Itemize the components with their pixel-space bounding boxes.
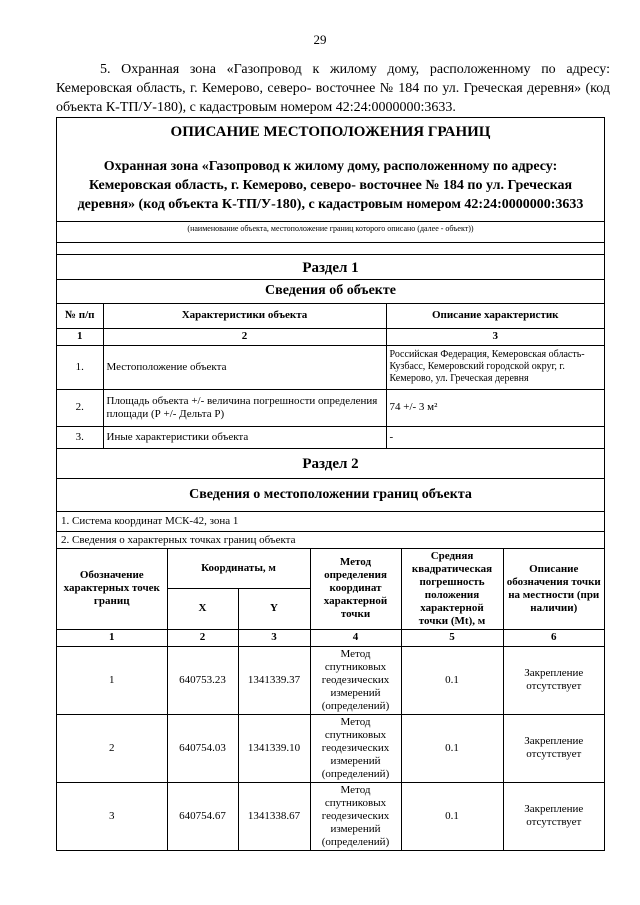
point-id: 3	[57, 782, 167, 850]
method-cell: Метод спутниковых геодезических измерений (определений)	[310, 714, 401, 782]
y-header: Y	[238, 589, 310, 629]
point-id: 1	[57, 646, 167, 714]
column-header: № п/п	[57, 304, 103, 328]
point-description-header: Описание обозначения точки на местности (при наличии)	[503, 549, 604, 630]
section2-subtitle: Сведения о местоположении границ объекта	[57, 479, 604, 512]
coords-header: Координаты, м	[167, 549, 310, 589]
table-row	[57, 782, 604, 850]
row-number: 3.	[57, 426, 103, 448]
table-row	[57, 426, 604, 448]
description-cell: 74 +/- 3 м²	[386, 389, 604, 426]
points-caption: 2. Сведения о характерных точках границ объекта	[57, 532, 604, 549]
table-row	[57, 345, 604, 389]
error-value: 0.1	[401, 646, 503, 714]
method-header: Метод определения координат характерной точки	[310, 549, 401, 630]
point-id: 2	[57, 714, 167, 782]
method-cell: Метод спутниковых геодезических измерений (определений)	[310, 646, 401, 714]
point-header: Обозначение характерных точек границ	[57, 549, 167, 630]
boundary-points-table	[57, 549, 604, 850]
column-number: 3	[386, 328, 604, 345]
column-number: 3	[238, 629, 310, 646]
column-header: Характеристики объекта	[103, 304, 386, 328]
column-number: 1	[57, 629, 167, 646]
section1-subtitle: Сведения об объекте	[57, 280, 604, 304]
form-header	[57, 118, 604, 222]
error-header: Средняя квадратическая погрешность положения характерной точки (Mt), м	[401, 549, 503, 630]
column-number: 4	[310, 629, 401, 646]
row-number: 2.	[57, 389, 103, 426]
point-description: Закрепление отсутствует	[503, 782, 604, 850]
boundary-description-form	[56, 117, 605, 851]
column-number: 2	[167, 629, 238, 646]
column-number: 5	[401, 629, 503, 646]
row-number: 1.	[57, 345, 103, 389]
coordinate-system: 1. Система координат МСК-42, зона 1	[57, 512, 604, 532]
object-info-table	[57, 304, 604, 449]
description-cell: Российская Федерация, Кемеровская область-Кузбасс, Кемеровский городской округ, г. Кемерово, ул. Греческая деревня	[386, 345, 604, 389]
form-title: ОПИСАНИЕ МЕСТОПОЛОЖЕНИЯ ГРАНИЦ	[170, 124, 491, 140]
characteristic-cell: Иные характеристики объекта	[103, 426, 386, 448]
x-value: 640754.67	[167, 782, 238, 850]
table-row	[57, 389, 604, 426]
page-number: 29	[313, 32, 327, 47]
column-number: 1	[57, 328, 103, 345]
x-header: X	[167, 589, 238, 629]
section1-title: Раздел 1	[57, 255, 604, 280]
table-row	[57, 714, 604, 782]
x-value: 640753.23	[167, 646, 238, 714]
object-caption: (наименование объекта, местоположение границ которого описано (далее - объект))	[57, 222, 604, 243]
y-value: 1341338.67	[238, 782, 310, 850]
characteristic-cell: Местоположение объекта	[103, 345, 386, 389]
point-description: Закрепление отсутствует	[503, 646, 604, 714]
description-cell: -	[386, 426, 604, 448]
section2-title: Раздел 2	[57, 449, 604, 479]
column-number: 2	[103, 328, 386, 345]
method-cell: Метод спутниковых геодезических измерений (определений)	[310, 782, 401, 850]
characteristic-cell: Площадь объекта +/- величина погрешности определения площади (Р +/- Дельта Р)	[103, 389, 386, 426]
object-name: Охранная зона «Газопровод к жилому дому, расположенному по адресу: Кемеровская область, г. Кемерово, северо- восточнее № 184 по ул. Греческая деревня» (код объекта К-ТП/У-180), с кадастровым номером 42:24:0000000:3633	[77, 159, 584, 212]
spacer-row	[57, 243, 604, 255]
column-number: 6	[503, 629, 604, 646]
error-value: 0.1	[401, 782, 503, 850]
y-value: 1341339.37	[238, 646, 310, 714]
column-header: Описание характеристик	[386, 304, 604, 328]
point-description: Закрепление отсутствует	[503, 714, 604, 782]
error-value: 0.1	[401, 714, 503, 782]
y-value: 1341339.10	[238, 714, 310, 782]
intro-paragraph: 5. Охранная зона «Газопровод к жилому дому, расположенному по адресу: Кемеровская область, г. Кемерово, северо- восточнее № 184 по ул. Греческая деревня» (код объекта К-ТП/У-180), с кадастровым номером 42:24:0000000:3633.	[56, 62, 610, 115]
table-row	[57, 646, 604, 714]
x-value: 640754.03	[167, 714, 238, 782]
